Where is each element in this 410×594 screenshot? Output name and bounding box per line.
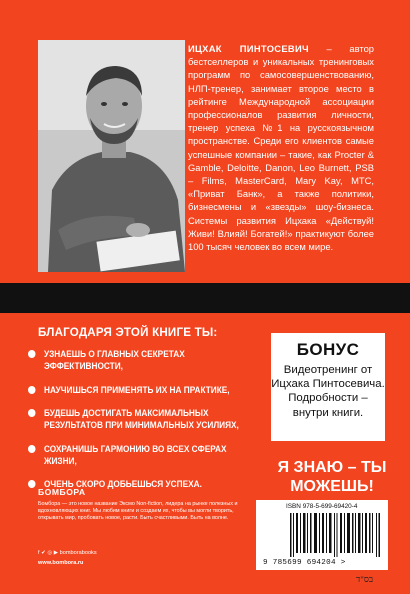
- bullet-dot-icon: [28, 350, 36, 358]
- publisher-description: Бомбора — это новое название Эксмо Non-fiction, лидера на рынке полезных и вдохновляющих книг. Мы любим книги и создаем их, чтобы вы могли творить, открывать мир, пробовать новое, расти. Быть счастливыми. Быть на волне.: [38, 501, 238, 521]
- hebrew-mark: בס"ד: [356, 574, 374, 584]
- author-photo-illustration: [38, 40, 185, 272]
- list-item: [28, 443, 254, 467]
- list-item: [28, 384, 254, 396]
- list-item: [28, 348, 254, 372]
- bonus-text: Видеотренинг от Ицхака Пинтосевича. Подробности – внутри книги.: [271, 364, 385, 419]
- list-item-text: БУДЕШЬ ДОСТИГАТЬ МАКСИМАЛЬНЫХ РЕЗУЛЬТАТОВ ПРИ МИНИМАЛЬНЫХ УСИЛИЯХ,: [43, 408, 239, 430]
- author-bio-text: – автор бестселлеров и уникальных тренинговых программ по самосовершенствованию, НЛП-тренер, занимает второе место в рейтинге Международной ассоциации профессионалов развития личности, тренер успеха №1 на русскоязычном пространстве. Среди его клиентов самые успешные компании – такие, как Procter & Gamble, Deloitte, Danon, Leo Burnett, PSB – Films, MasterCard, Mary Kay, МТС, «Приват Банк», а также политики, бизнесмены и «звезды» шоу-бизнеса. Системы развития Ицхака «Действуй! Живи! Влияй! Богатей!» практикуют более 100 тысяч человек во всем мире.: [188, 43, 375, 253]
- bullet-dot-icon: [28, 480, 36, 488]
- list-item: [28, 407, 254, 431]
- isbn-text: ISBN 978-5-699-69420-4: [286, 503, 358, 510]
- bonus-box: [271, 333, 385, 441]
- list-item-text: УЗНАЕШЬ О ГЛАВНЫХ СЕКРЕТАХ ЭФФЕКТИВНОСТИ,: [43, 349, 185, 371]
- benefits-list: [28, 348, 268, 502]
- list-item-text: ОЧЕНЬ СКОРО ДОБЬЕШЬСЯ УСПЕХА.: [43, 479, 202, 489]
- author-name: ИЦХАК ПИНТОСЕВИЧ: [188, 43, 309, 54]
- publisher-name: БОМБОРА: [38, 487, 86, 497]
- bullet-dot-icon: [28, 445, 36, 453]
- publisher-website: www.bombora.ru: [38, 560, 84, 566]
- slogan: Я ЗНАЮ – ТЫ МОЖЕШЬ!: [277, 459, 387, 495]
- benefits-heading: БЛАГОДАРЯ ЭТОЙ КНИГЕ ТЫ:: [38, 326, 218, 339]
- divider-band: [0, 283, 410, 313]
- barcode-icon: [290, 513, 380, 557]
- author-photo: [38, 40, 185, 272]
- author-bio: [188, 42, 374, 253]
- bullet-dot-icon: [28, 386, 36, 394]
- list-item-text: СОХРАНИШЬ ГАРМОНИЮ ВО ВСЕХ СФЕРАХ ЖИЗНИ,: [43, 443, 227, 466]
- social-handles: f ✔ ◎ ▶ bomborabooks: [38, 550, 97, 556]
- bonus-title: БОНУС: [296, 340, 360, 359]
- barcode-digits: 9 785699 694204 >: [263, 559, 346, 567]
- bullet-dot-icon: [28, 409, 36, 417]
- list-item-text: НАУЧИШЬСЯ ПРИМЕНЯТЬ ИХ НА ПРАКТИКЕ,: [43, 384, 230, 395]
